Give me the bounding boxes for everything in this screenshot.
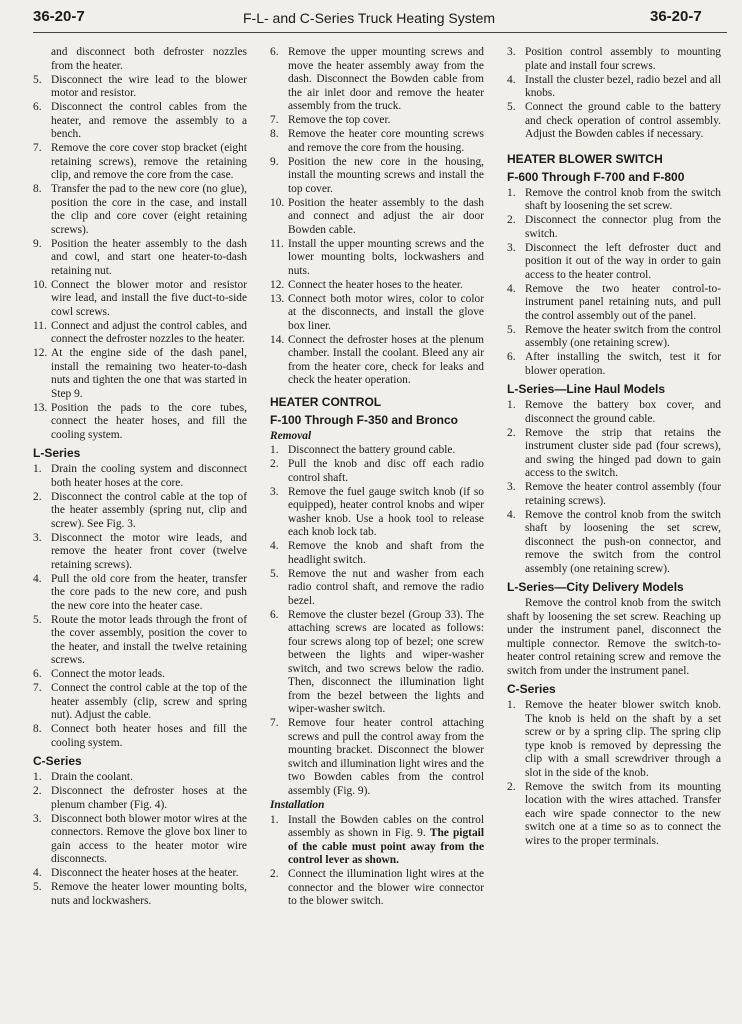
step-list bbox=[507, 187, 721, 379]
step-text: Connect both motor wires, color to color at the disconnects, and install the glove box liner. bbox=[288, 292, 484, 332]
list-item bbox=[33, 347, 247, 401]
list-item bbox=[33, 682, 247, 723]
step-text: Disconnect the defroster hoses at the plenum chamber (Fig. 4). bbox=[51, 785, 247, 811]
step-list bbox=[33, 463, 247, 750]
step-text: Disconnect the control cables from the heater, and remove the assembly to a bench. bbox=[51, 101, 247, 140]
step-number: 7. bbox=[270, 114, 279, 126]
step-number: 2. bbox=[507, 426, 516, 439]
step-text: Install the Bowden cables on the control assembly as shown in Fig. 9. bbox=[288, 813, 484, 839]
list-item bbox=[33, 279, 247, 320]
list-item bbox=[33, 723, 247, 750]
section-heading-blower-switch: HEATER BLOWER SWITCH bbox=[507, 151, 663, 166]
step-number: 11. bbox=[270, 237, 284, 250]
step-text: Route the motor leads through the front of the cover assembly, position the cover to the heater, and install the twelve retaining screws. bbox=[51, 613, 247, 666]
step-number: 13. bbox=[270, 292, 285, 305]
step-number: 2. bbox=[270, 458, 279, 470]
step-text: Connect the control cable at the top of the heater assembly (clip, screw and spring nut). Adjust the cable. bbox=[51, 682, 247, 721]
list-item bbox=[270, 717, 484, 798]
continued-text: and disconnect both defroster nozzles from the heater. bbox=[51, 46, 247, 72]
step-number: 1. bbox=[33, 771, 42, 783]
step-number: 6. bbox=[270, 46, 279, 58]
step-number: 2. bbox=[33, 490, 42, 503]
installation-heading: Installation bbox=[270, 799, 325, 811]
step-text: Remove the cluster bezel (Group 33). The attaching screws are located as follows: four screws along top of bezel; one screw between the lights and wiper-washer switch, and two screws below the radio. Then, disconnect the illumination light from the bezel between the lights and wiper-washer switch. bbox=[288, 608, 484, 715]
step-text: Drain the cooling system and disconnect both heater hoses at the core. bbox=[51, 463, 247, 489]
list-item bbox=[270, 114, 484, 128]
step-text: Connect the blower motor and resistor wire lead, and install the five duct-to-side cowl screws. bbox=[51, 278, 247, 318]
list-item bbox=[270, 46, 484, 114]
list-item bbox=[270, 156, 484, 197]
step-text: Pull the knob and disc off each radio control shaft. bbox=[288, 458, 484, 484]
page-number-left: 36-20-7 bbox=[33, 8, 85, 25]
step-number: 4. bbox=[33, 572, 42, 585]
step-text: Drain the coolant. bbox=[51, 771, 133, 783]
step-number: 4. bbox=[507, 73, 516, 86]
list-item bbox=[270, 197, 484, 238]
step-number: 1. bbox=[507, 699, 516, 711]
step-number: 13. bbox=[33, 401, 48, 414]
removal-heading: Removal bbox=[270, 429, 312, 442]
step-text: Disconnect the motor wire leads, and remove the heater front cover (twelve retaining screws). bbox=[51, 531, 247, 571]
list-item bbox=[270, 868, 484, 909]
step-number: 9. bbox=[270, 155, 279, 168]
step-text: Install the upper mounting screws and the lower mounting bolts, lockwashers and nuts. bbox=[288, 237, 484, 277]
page-header bbox=[0, 0, 742, 34]
step-number: 9. bbox=[33, 237, 42, 250]
step-text: Connect the defroster hoses at the plenum chamber. Install the coolant. Bleed any air from the heater core, check for leaks and check the heater operation. bbox=[288, 333, 484, 386]
step-number: 2. bbox=[507, 780, 516, 793]
list-item bbox=[33, 101, 247, 142]
step-text: Remove the heater switch from the control assembly (one retaining screw). bbox=[525, 323, 721, 349]
step-text: Remove the heater core mounting screws and remove the core from the housing. bbox=[288, 128, 484, 154]
list-item bbox=[33, 813, 247, 867]
step-text: At the engine side of the dash panel, install the remaining two heater-to-dash nuts and tighten the one that was started in Step 9. bbox=[51, 347, 247, 400]
list-item bbox=[33, 867, 247, 881]
list-item bbox=[33, 881, 247, 908]
step-list bbox=[507, 399, 721, 576]
step-number: 8. bbox=[33, 183, 42, 195]
step-text: Remove the battery box cover, and disconnect the ground cable. bbox=[525, 399, 721, 425]
list-item bbox=[270, 814, 484, 868]
step-number: 14. bbox=[270, 333, 285, 346]
list-item bbox=[270, 540, 484, 567]
list-item bbox=[33, 532, 247, 573]
list-item bbox=[507, 46, 721, 73]
step-text: Disconnect the heater hoses at the heater. bbox=[51, 867, 239, 879]
list-item bbox=[33, 491, 247, 532]
step-text: Position the heater assembly to the dash and connect and adjust the air door Bowden cable. bbox=[288, 196, 484, 236]
step-number: 4. bbox=[507, 508, 516, 521]
list-item bbox=[270, 279, 484, 293]
step-text: Remove the heater control assembly (four retaining screws). bbox=[525, 481, 721, 507]
step-text: Connect and adjust the control cables, and connect the defroster nozzles to the heater. bbox=[51, 319, 247, 345]
list-item bbox=[507, 187, 721, 214]
list-item bbox=[507, 351, 721, 378]
step-text: Disconnect the left defroster duct and position it out of the way in order to gain access to the heater control. bbox=[525, 241, 721, 281]
column-2 bbox=[270, 46, 484, 909]
step-number: 3. bbox=[507, 241, 516, 254]
step-text: Position the pads to the core tubes, connect the heater hoses, and fill the cooling system. bbox=[51, 401, 247, 441]
header-rule bbox=[33, 32, 727, 33]
step-number: 8. bbox=[270, 128, 279, 140]
step-list bbox=[507, 46, 721, 142]
step-text: Connect the ground cable to the battery and check operation of control assembly. Adjust the Bowden cables if necessary. bbox=[525, 101, 721, 140]
list-item bbox=[33, 614, 247, 668]
step-number: 5. bbox=[270, 567, 279, 580]
subsection-heading-line-haul: L-Series—Line Haul Models bbox=[507, 382, 666, 396]
step-text: Remove the strip that retains the instrument cluster side pad (four screws), and swing the hinged pad down to gain access to the switch. bbox=[525, 426, 721, 479]
step-list bbox=[507, 699, 721, 848]
step-text: Remove the control knob from the switch shaft by loosening the set screw, disconnect the push-on connector, and remove the switch from the control assembly (one retaining screw). bbox=[525, 508, 721, 575]
list-item bbox=[33, 785, 247, 812]
list-item bbox=[270, 238, 484, 279]
city-delivery-paragraph: Remove the control knob from the switch shaft by loosening the set screw. Reaching up under the instrument panel, disconnect the multiple connector. Remove the switch-to-heater control retaining screw and remove the switch from under the instrument panel. bbox=[507, 597, 721, 677]
list-item bbox=[270, 293, 484, 334]
step-number: 6. bbox=[270, 608, 279, 621]
step-text: Remove the core cover stop bracket (eight retaining screws), remove the retaining clip, and remove the core from the case. bbox=[51, 142, 247, 181]
list-item bbox=[270, 334, 484, 388]
list-item bbox=[33, 771, 247, 785]
step-text: Pull the old core from the heater, transfer the core pads to the new core, and push the new core into the heater case. bbox=[51, 572, 247, 612]
list-item bbox=[33, 238, 247, 279]
list-item bbox=[507, 101, 721, 142]
step-text: Connect both heater hoses and fill the cooling system. bbox=[51, 723, 247, 749]
step-number: 12. bbox=[33, 347, 48, 359]
step-text: Remove four heater control attaching screws and pull the control away from the mounting bracket. Disconnect the blower switch and illumination light wires and the two Bowden cables from the control assembly (Fig. 9). bbox=[288, 717, 484, 797]
list-item bbox=[33, 183, 247, 237]
list-item bbox=[507, 781, 721, 849]
step-number: 4. bbox=[507, 282, 516, 295]
step-number: 11. bbox=[33, 319, 47, 332]
step-list bbox=[33, 771, 247, 908]
step-text: Remove the control knob from the switch shaft by loosening the set screw. bbox=[525, 186, 721, 212]
step-text: Remove the top cover. bbox=[288, 114, 391, 126]
step-text: Remove the heater blower switch knob. The knob is held on the shaft by a set screw or by a spring clip. The spring clip type knob is removed by depressing the clip with a small screwdriver through a slot in the side of the knob. bbox=[525, 699, 721, 779]
step-number: 7. bbox=[33, 142, 42, 154]
list-item bbox=[507, 509, 721, 577]
list-item bbox=[507, 699, 721, 780]
step-text: Connect the heater hoses to the heater. bbox=[288, 278, 463, 291]
step-number: 3. bbox=[507, 481, 516, 493]
step-list bbox=[33, 74, 247, 443]
subsection-heading-f100: F-100 Through F-350 and Bronco bbox=[270, 412, 459, 427]
step-number: 12. bbox=[270, 278, 285, 291]
list-item bbox=[270, 444, 484, 458]
list-item bbox=[270, 128, 484, 155]
step-number: 10. bbox=[33, 278, 48, 291]
list-item bbox=[507, 399, 721, 426]
list-item bbox=[507, 214, 721, 241]
page-number-right: 36-20-7 bbox=[650, 8, 702, 25]
step-number: 2. bbox=[33, 785, 42, 797]
section-heading-heater-control: HEATER CONTROL bbox=[270, 394, 382, 409]
step-text: Disconnect the control cable at the top of the heater assembly (spring nut, clip and screw). See Fig. 3. bbox=[51, 490, 247, 530]
step-number: 6. bbox=[507, 351, 516, 363]
step-text: Position the heater assembly to the dash and cowl, and start one heater-to-dash retaining nut. bbox=[51, 237, 247, 277]
step-number: 7. bbox=[270, 717, 279, 729]
list-item bbox=[33, 463, 247, 490]
list-item bbox=[507, 242, 721, 283]
list-item bbox=[33, 573, 247, 614]
step-number: 7. bbox=[33, 682, 42, 694]
step-number: 6. bbox=[33, 668, 42, 680]
list-item bbox=[507, 427, 721, 481]
step-list bbox=[270, 46, 484, 388]
step-number: 5. bbox=[33, 613, 42, 626]
list-item bbox=[33, 402, 247, 443]
step-number: 1. bbox=[270, 444, 279, 456]
list-item bbox=[507, 74, 721, 101]
step-text: Remove the knob and shaft from the headlight switch. bbox=[288, 540, 484, 566]
step-number: 3. bbox=[507, 46, 516, 58]
running-title: F-L- and C-Series Truck Heating System bbox=[243, 10, 496, 26]
list-item bbox=[507, 481, 721, 508]
list-item bbox=[33, 320, 247, 347]
list-item bbox=[270, 609, 484, 717]
step-text: Position control assembly to mounting plate and install four screws. bbox=[525, 46, 721, 72]
step-number: 5. bbox=[507, 101, 516, 113]
step-number: 1. bbox=[507, 186, 516, 199]
step-number: 3. bbox=[33, 812, 42, 825]
list-item bbox=[270, 458, 484, 485]
step-text: Connect the motor leads. bbox=[51, 668, 165, 680]
section-heading-l-series: L-Series bbox=[33, 446, 81, 460]
list-item bbox=[507, 283, 721, 324]
step-text: Install the cluster bezel, radio bezel and all knobs. bbox=[525, 73, 721, 99]
step-text: Disconnect the connector plug from the switch. bbox=[525, 214, 721, 240]
list-item bbox=[270, 486, 484, 540]
step-number: 1. bbox=[507, 399, 516, 411]
step-number: 1. bbox=[270, 813, 279, 826]
list-item bbox=[33, 142, 247, 183]
step-text: Remove the nut and washer from each radio control shaft, and remove the radio bezel. bbox=[288, 567, 484, 607]
step-number: 2. bbox=[507, 214, 516, 226]
step-text: Remove the switch from its mounting location with the wires attached. Transfer each wire spade connector to the new switch one at a time so as to connect the wires to the proper terminals. bbox=[525, 780, 721, 847]
step-number: 5. bbox=[33, 881, 42, 893]
step-text: Remove the two heater control-to-instrument panel retaining nuts, and pull the control assembly out of the panel. bbox=[525, 282, 721, 322]
step-text: Disconnect the battery ground cable. bbox=[288, 444, 456, 456]
step-number: 5. bbox=[507, 323, 516, 336]
step-text: Disconnect the wire lead to the blower motor and resistor. bbox=[51, 73, 247, 99]
subsection-heading-c-series: C-Series bbox=[507, 682, 556, 696]
column-3 bbox=[507, 46, 721, 849]
step-text: Disconnect both blower motor wires at the connectors. Remove the glove box liner to gain access to the heater motor wire disconnects. bbox=[51, 812, 247, 865]
step-number: 4. bbox=[270, 540, 279, 552]
step-warning: The pigtail of the cable must point away from the control lever as shown. bbox=[288, 827, 484, 866]
step-number: 4. bbox=[33, 867, 42, 879]
section-heading-c-series: C-Series bbox=[33, 754, 82, 768]
step-number: 8. bbox=[33, 723, 42, 735]
list-item bbox=[507, 324, 721, 351]
subsection-heading-city-delivery: L-Series—City Delivery Models bbox=[507, 580, 684, 594]
step-number: 6. bbox=[33, 101, 42, 113]
step-number: 10. bbox=[270, 196, 285, 209]
column-1 bbox=[33, 46, 247, 909]
step-number: 5. bbox=[33, 73, 42, 86]
step-text: Transfer the pad to the new core (no glue), position the core in the case, and install the clip and core cover (eight retaining screws). bbox=[51, 183, 247, 236]
step-list bbox=[270, 444, 484, 798]
list-item bbox=[33, 668, 247, 682]
step-text: Position the new core in the housing, install the mounting screws and install the top cover. bbox=[288, 155, 484, 195]
subsection-heading-f600: F-600 Through F-700 and F-800 bbox=[507, 169, 685, 184]
step-text: Connect the illumination light wires at the connector and the blower wire connector to the blower switch. bbox=[288, 868, 484, 907]
list-item bbox=[33, 74, 247, 101]
step-number: 3. bbox=[33, 531, 42, 544]
list-item bbox=[270, 568, 484, 609]
step-number: 1. bbox=[33, 463, 42, 475]
step-text: Remove the fuel gauge switch knob (if so equipped), heater control knobs and wiper washer knob. Use a hook tool to release each knob lock tab. bbox=[288, 485, 484, 538]
step-text: After installing the switch, test it for blower operation. bbox=[525, 351, 721, 377]
step-text: Remove the heater lower mounting bolts, nuts and lockwashers. bbox=[51, 881, 247, 907]
step-number: 3. bbox=[270, 485, 279, 498]
step-text: Remove the upper mounting screws and move the heater assembly away from the dash. Disconnect the Bowden cable from the air inlet door and remove the heater assembly from the truck. bbox=[288, 46, 484, 112]
step-number: 2. bbox=[270, 868, 279, 880]
